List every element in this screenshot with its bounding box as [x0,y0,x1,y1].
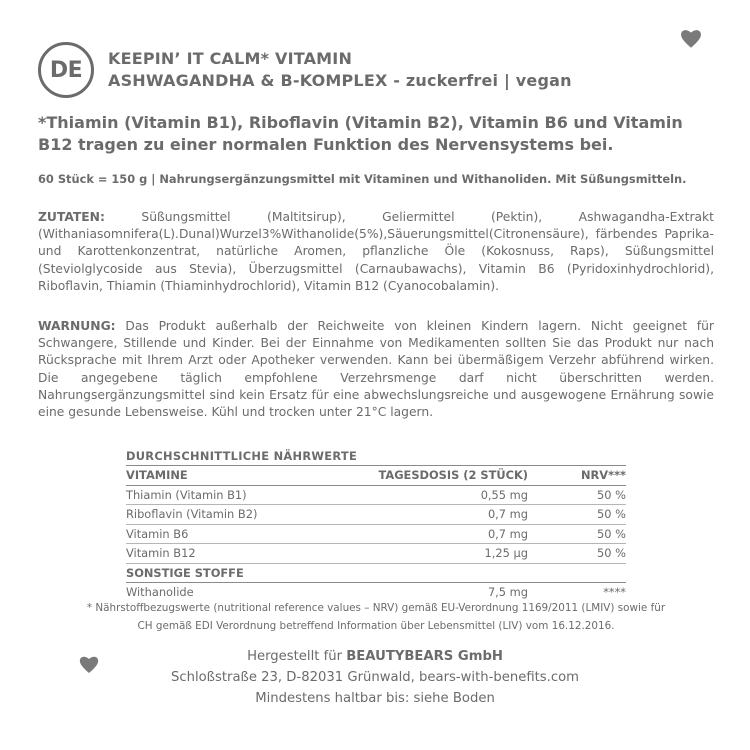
manufacturer-prefix: Hergestellt für [247,649,343,664]
nutrient-name: Thiamin (Vitamin B1) [126,487,247,502]
nutrient-dose: 0,55 mg [480,487,528,502]
product-title-line1: KEEPIN’ IT CALM* VITAMIN [108,49,353,68]
nutrient-name: Vitamin B6 [126,526,189,541]
table-row [126,525,626,545]
nutrient-dose: 7,5 mg [487,585,528,599]
table-row [126,505,626,525]
warning-section [38,318,714,421]
footnote-line2: CH gemäß EDI Verordnung betreffend Information über Lebensmittel (LIV) vom 16.12.2016. [137,620,615,632]
language-badge: DE [38,42,94,98]
product-title-line2: ASHWAGANDHA & B-KOMPLEX - zuckerfrei | vegan [108,71,572,90]
nutrient-nrv: 50 % [597,526,626,541]
product-info: 60 Stück = 150 g | Nahrungsergänzungsmittel mit Vitaminen und Withanoliden. Mit Süßungsmitteln. [38,172,687,186]
product-title [108,48,572,92]
nutrition-section-header [126,564,626,584]
table-row [126,486,626,506]
product-header [38,42,572,98]
header-vitamine: VITAMINE [126,468,188,482]
nutrient-name: Riboflavin (Vitamin B2) [126,507,258,521]
nrv-footnote [38,599,714,635]
nutrient-nrv: 50 % [597,546,626,560]
best-before: Mindestens haltbar bis: siehe Boden [255,691,495,706]
header-tagesdosis: TAGESDOSIS (2 STÜCK) [378,468,528,482]
nutrition-table [126,447,626,602]
nutrient-nrv: 50 % [597,487,626,502]
warning-label: WARNUNG: [38,319,116,333]
nutrient-name: Vitamin B12 [126,546,196,560]
warning-text: Das Produkt außerhalb der Reichweite von kleinen Kindern lagern. Nicht geeignet für Schwangere, Stillende und Kinder. Bei der Einnahme von Medikamenten sollten Sie das Produkt nur nach Rücksprache mit Ihrem Arzt oder Apotheker verwenden. Kann bei übermäßigem Verzehr abführend wirken. Die angegebene täglich empfohlene Verzehrsmenge darf nicht überschritten werden. Nahrungsergänzungsmittel sind kein Ersatz für eine abwechslungsreiche und ausgewogene Ernährung sowie eine gesunde Lebensweise. Kühl und trocken unter 21°C lagern. [38,319,714,420]
table-row [126,544,626,564]
ingredients-section [38,209,714,295]
nutrient-nrv: **** [603,585,626,599]
nutrient-dose: 0,7 mg [487,507,528,521]
manufacturer-info [0,646,750,709]
manufacturer-company: BEAUTYBEARS GmbH [346,649,503,664]
manufacturer-line [0,646,750,667]
health-claim: *Thiamin (Vitamin B1), Riboflavin (Vitamin B2), Vitamin B6 und Vitamin B12 tragen zu einer normalen Funktion des Nervensystems bei. [38,113,683,154]
header-nrv: NRV*** [581,468,626,482]
ingredients-text: Süßungsmittel (Maltitsirup), Geliermittel (Pektin), Ashwagandha-Extrakt (Withaniasomnifera(L).Dunal)Wurzel3%Withanolide(5%),Säuerungsmittel(Citronensäure), färbendes Paprika- und Karottenkonzentrat, natürliche Aromen, pflanzliche Öle (Kokosnuss, Raps), Süßungsmittel (Steviolglycoside aus Stevia), Überzugsmittel (Carnaubawachs), Vitamin B6 (Pyridoxinhydrochlorid), Riboflavin, Thiamin (Thiaminhydrochlorid), Vitamin B12 (Cyanocobalamin). [38,210,714,293]
ingredients-label: ZUTATEN: [38,210,105,224]
nutrient-dose: 0,7 mg [487,526,528,541]
nutrient-name: Withanolide [126,585,194,599]
manufacturer-address: Schloßstraße 23, D-82031 Grünwald, bears-with-benefits.com [170,670,580,685]
section-sonstige-stoffe: SONSTIGE STOFFE [126,565,244,580]
footnote-line1: * Nährstoffbezugswerte (nutritional reference values – NRV) gemäß EU-Verordnung 1169/2011 (LMIV) sowie für [86,602,666,614]
heart-icon [678,25,704,51]
nutrient-dose: 1,25 µg [484,546,528,560]
nutrient-nrv: 50 % [597,507,626,521]
nutrition-table-title: DURCHSCHNITTLICHE NÄHRWERTE [126,447,626,466]
nutrition-table-header [126,466,626,486]
